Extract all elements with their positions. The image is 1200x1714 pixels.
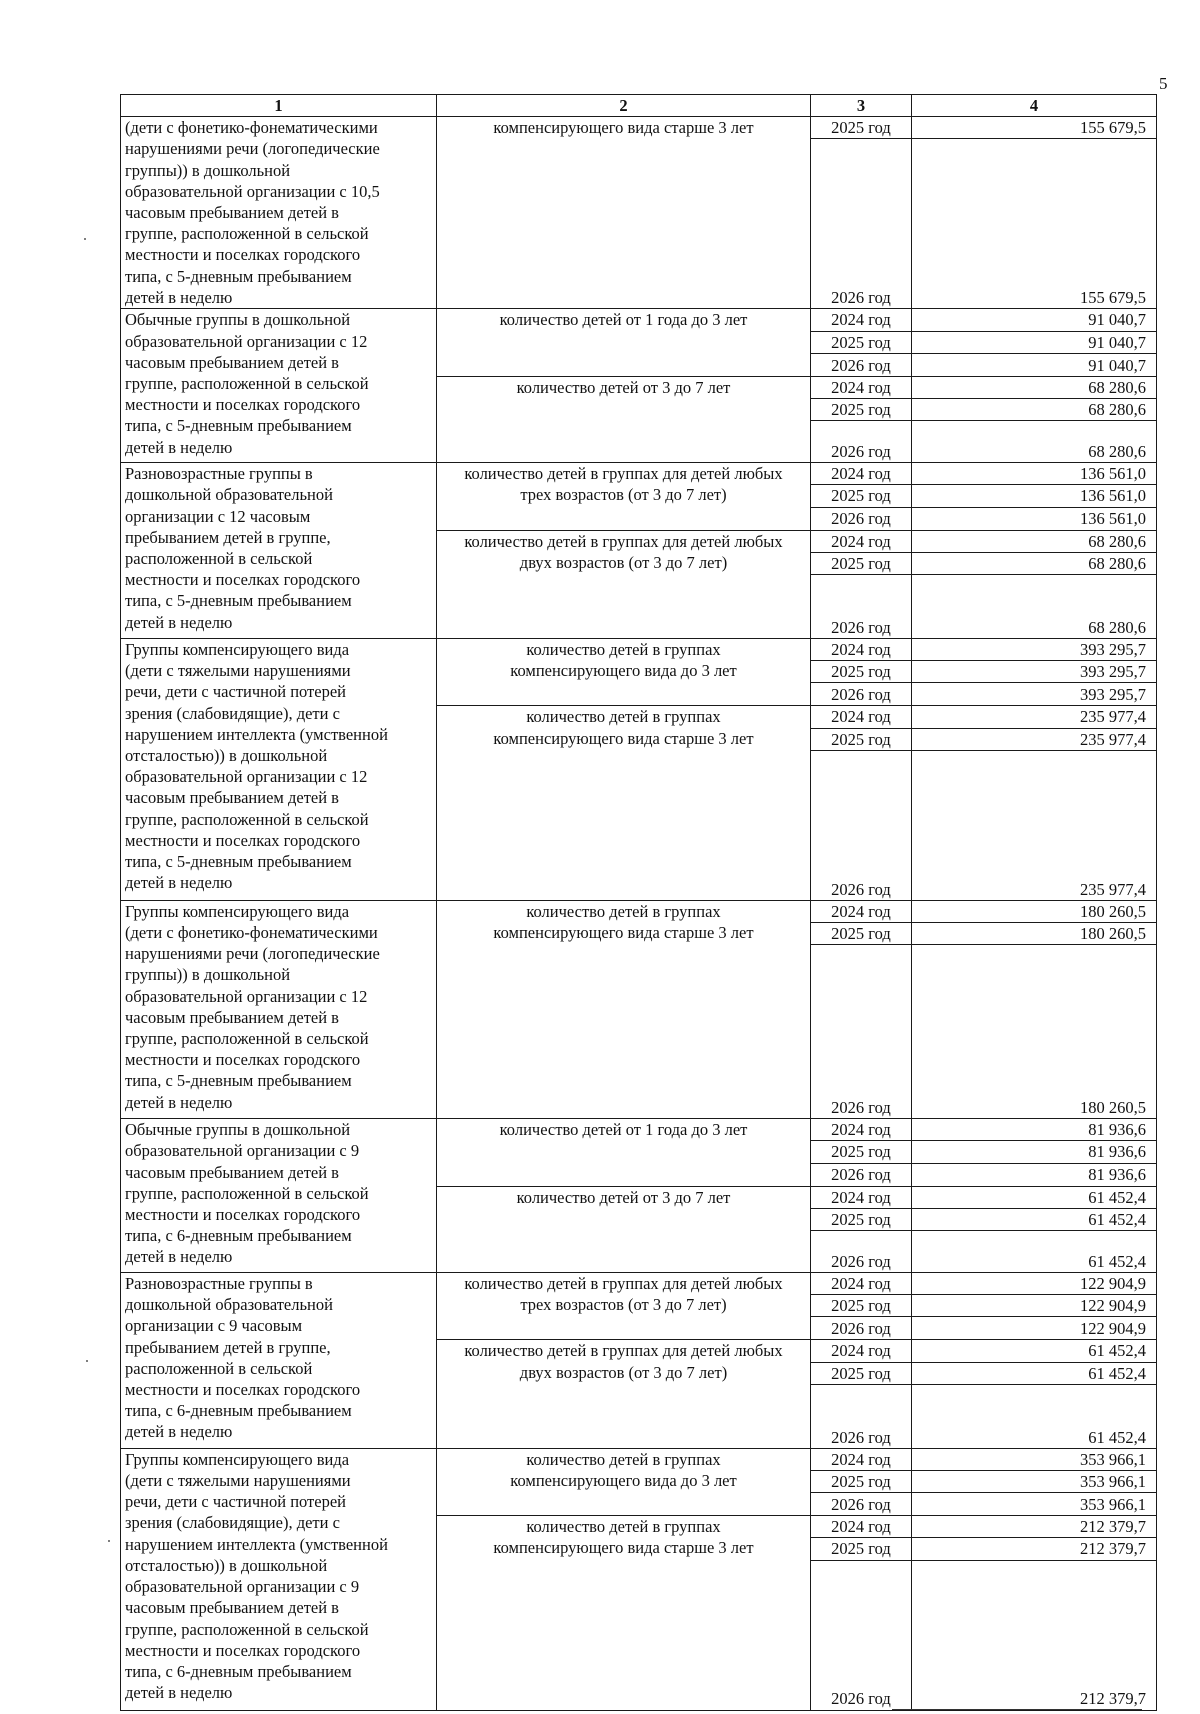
table-row — [121, 639, 1157, 661]
table-row — [121, 1273, 1157, 1295]
year-cell: 2024 год — [811, 639, 912, 661]
year-cell: 2024 год — [811, 1340, 912, 1362]
year-cell: 2025 год — [811, 1141, 912, 1163]
year-cell: 2024 год — [811, 1448, 912, 1470]
value-cell: 122 904,9 — [912, 1295, 1157, 1317]
year-cell: 2026 год — [811, 1231, 912, 1273]
value-cell: 81 936,6 — [912, 1141, 1157, 1163]
value-cell: 393 295,7 — [912, 683, 1157, 706]
year-cell: 2026 год — [811, 750, 912, 900]
year-cell: 2024 год — [811, 1119, 912, 1141]
value-cell: 61 452,4 — [912, 1208, 1157, 1230]
table-row — [121, 463, 1157, 485]
value-cell: 61 452,4 — [912, 1340, 1157, 1362]
year-cell: 2026 год — [811, 507, 912, 530]
group-description: Обычные группы в дошкольной образовательной организации с 9 часовым пребыванием детей в группе, расположенной в сельской местности и поселках городского типа, с 6-дневным пребыванием детей в неделю — [121, 1119, 437, 1273]
year-cell: 2025 год — [811, 1295, 912, 1317]
scan-speck — [86, 1360, 88, 1362]
value-cell: 61 452,4 — [912, 1186, 1157, 1208]
table-row — [121, 117, 1157, 139]
value-cell: 68 280,6 — [912, 530, 1157, 552]
indicator-cell: количество детей от 3 до 7 лет — [437, 1186, 811, 1272]
value-cell: 136 561,0 — [912, 507, 1157, 530]
value-cell: 122 904,9 — [912, 1317, 1157, 1340]
value-cell: 155 679,5 — [912, 139, 1157, 309]
year-cell: 2025 год — [811, 117, 912, 139]
header-row — [121, 95, 1157, 117]
value-cell: 136 561,0 — [912, 485, 1157, 507]
year-cell: 2025 год — [811, 728, 912, 750]
year-cell: 2026 год — [811, 1384, 912, 1448]
year-cell: 2026 год — [811, 421, 912, 463]
value-cell: 61 452,4 — [912, 1384, 1157, 1448]
value-cell: 180 260,5 — [912, 900, 1157, 922]
value-cell: 212 379,7 — [912, 1560, 1157, 1710]
year-cell: 2026 год — [811, 1317, 912, 1340]
value-cell: 91 040,7 — [912, 353, 1157, 376]
value-cell: 122 904,9 — [912, 1273, 1157, 1295]
value-cell: 68 280,6 — [912, 575, 1157, 639]
indicator-cell: количество детей в группах для детей любых трех возрастов (от 3 до 7 лет) — [437, 1273, 811, 1340]
scan-edge-line — [892, 1709, 1142, 1710]
scan-speck — [108, 1540, 110, 1542]
scan-speck — [84, 238, 86, 240]
indicator-cell: количество детей в группах для детей любых двух возрастов (от 3 до 7 лет) — [437, 530, 811, 638]
header-cell-3: 3 — [811, 95, 912, 117]
value-cell: 68 280,6 — [912, 552, 1157, 574]
page-number: 5 — [1159, 74, 1168, 93]
financing-table — [120, 94, 1157, 1711]
year-cell: 2026 год — [811, 353, 912, 376]
indicator-cell: компенсирующего вида старше 3 лет — [437, 117, 811, 309]
group-description: Разновозрастные группы в дошкольной образовательной организации с 9 часовым пребыванием детей в группе, расположенной в сельской местности и поселках городского типа, с 6-дневным пребыванием детей в неделю — [121, 1273, 437, 1449]
value-cell: 61 452,4 — [912, 1362, 1157, 1384]
header-cell-4: 4 — [912, 95, 1157, 117]
group-description: Группы компенсирующего вида (дети с тяжелыми нарушениями речи, дети с частичной потерей зрения (слабовидящие), дети с нарушением интеллекта (умственной отсталостью)) в дошкольной образовательной организации с 9 часовым пребыванием детей в группе, расположенной в сельской местности и поселках городского типа, с 6-дневным пребыванием детей в неделю — [121, 1448, 437, 1710]
value-cell: 235 977,4 — [912, 706, 1157, 728]
year-cell: 2024 год — [811, 1273, 912, 1295]
value-cell: 353 966,1 — [912, 1448, 1157, 1470]
year-cell: 2025 год — [811, 661, 912, 683]
year-cell: 2025 год — [811, 1538, 912, 1560]
indicator-cell: количество детей в группах компенсирующего вида старше 3 лет — [437, 900, 811, 1118]
value-cell: 91 040,7 — [912, 331, 1157, 353]
indicator-cell: количество детей в группах компенсирующего вида старше 3 лет — [437, 706, 811, 900]
year-cell: 2026 год — [811, 575, 912, 639]
header-cell-2: 2 — [437, 95, 811, 117]
value-cell: 91 040,7 — [912, 309, 1157, 331]
value-cell: 235 977,4 — [912, 728, 1157, 750]
table-row — [121, 900, 1157, 922]
group-description: Разновозрастные группы в дошкольной образовательной организации с 12 часовым пребыванием детей в группе, расположенной в сельской местности и поселках городского типа, с 5-дневным пребыванием детей в неделю — [121, 463, 437, 639]
group-description: (дети с фонетико-фонематическими нарушениями речи (логопедические группы)) в дошкольной образовательной организации с 10,5 часовым пребыванием детей в группе, расположенной в сельской местности и поселках городского типа, с 5-дневным пребыванием детей в неделю — [121, 117, 437, 309]
value-cell: 81 936,6 — [912, 1163, 1157, 1186]
year-cell: 2024 год — [811, 900, 912, 922]
year-cell: 2024 год — [811, 1186, 912, 1208]
year-cell: 2024 год — [811, 463, 912, 485]
value-cell: 353 966,1 — [912, 1471, 1157, 1493]
group-description: Группы компенсирующего вида (дети с фонетико-фонематическими нарушениями речи (логопедические группы)) в дошкольной образовательной организации с 12 часовым пребыванием детей в группе, расположенной в сельской местности и поселках городского типа, с 5-дневным пребыванием детей в неделю — [121, 900, 437, 1118]
year-cell: 2026 год — [811, 1560, 912, 1710]
year-cell: 2025 год — [811, 331, 912, 353]
value-cell: 68 280,6 — [912, 376, 1157, 398]
year-cell: 2025 год — [811, 399, 912, 421]
value-cell: 393 295,7 — [912, 661, 1157, 683]
year-cell: 2024 год — [811, 706, 912, 728]
year-cell: 2024 год — [811, 530, 912, 552]
value-cell: 155 679,5 — [912, 117, 1157, 139]
value-cell: 212 379,7 — [912, 1516, 1157, 1538]
year-cell: 2026 год — [811, 139, 912, 309]
value-cell: 393 295,7 — [912, 639, 1157, 661]
indicator-cell: количество детей в группах компенсирующего вида до 3 лет — [437, 1448, 811, 1515]
year-cell: 2024 год — [811, 1516, 912, 1538]
year-cell: 2025 год — [811, 552, 912, 574]
year-cell: 2026 год — [811, 1163, 912, 1186]
group-description: Обычные группы в дошкольной образовательной организации с 12 часовым пребыванием детей в группе, расположенной в сельской местности и поселках городского типа, с 5-дневным пребыванием детей в неделю — [121, 309, 437, 463]
year-cell: 2025 год — [811, 1471, 912, 1493]
year-cell: 2025 год — [811, 485, 912, 507]
indicator-cell: количество детей в группах для детей любых трех возрастов (от 3 до 7 лет) — [437, 463, 811, 530]
value-cell: 136 561,0 — [912, 463, 1157, 485]
year-cell: 2025 год — [811, 1208, 912, 1230]
value-cell: 81 936,6 — [912, 1119, 1157, 1141]
year-cell: 2025 год — [811, 923, 912, 945]
table-row — [121, 1448, 1157, 1470]
indicator-cell: количество детей в группах для детей любых двух возрастов (от 3 до 7 лет) — [437, 1340, 811, 1448]
value-cell: 68 280,6 — [912, 421, 1157, 463]
header-cell-1: 1 — [121, 95, 437, 117]
value-cell: 180 260,5 — [912, 945, 1157, 1119]
table-row — [121, 309, 1157, 331]
indicator-cell: количество детей от 3 до 7 лет — [437, 376, 811, 462]
value-cell: 61 452,4 — [912, 1231, 1157, 1273]
value-cell: 235 977,4 — [912, 750, 1157, 900]
table-row — [121, 1119, 1157, 1141]
indicator-cell: количество детей в группах компенсирующего вида старше 3 лет — [437, 1516, 811, 1710]
table-body — [121, 95, 1157, 1711]
year-cell: 2026 год — [811, 683, 912, 706]
value-cell: 212 379,7 — [912, 1538, 1157, 1560]
indicator-cell: количество детей от 1 года до 3 лет — [437, 309, 811, 376]
year-cell: 2026 год — [811, 1493, 912, 1516]
year-cell: 2024 год — [811, 309, 912, 331]
year-cell: 2025 год — [811, 1362, 912, 1384]
year-cell: 2024 год — [811, 376, 912, 398]
group-description: Группы компенсирующего вида (дети с тяжелыми нарушениями речи, дети с частичной потерей зрения (слабовидящие), дети с нарушением интеллекта (умственной отсталостью)) в дошкольной образовательной организации с 12 часовым пребыванием детей в группе, расположенной в сельской местности и поселках городского типа, с 5-дневным пребыванием детей в неделю — [121, 639, 437, 901]
value-cell: 68 280,6 — [912, 399, 1157, 421]
indicator-cell: количество детей от 1 года до 3 лет — [437, 1119, 811, 1186]
year-cell: 2026 год — [811, 945, 912, 1119]
indicator-cell: количество детей в группах компенсирующего вида до 3 лет — [437, 639, 811, 706]
value-cell: 180 260,5 — [912, 923, 1157, 945]
value-cell: 353 966,1 — [912, 1493, 1157, 1516]
